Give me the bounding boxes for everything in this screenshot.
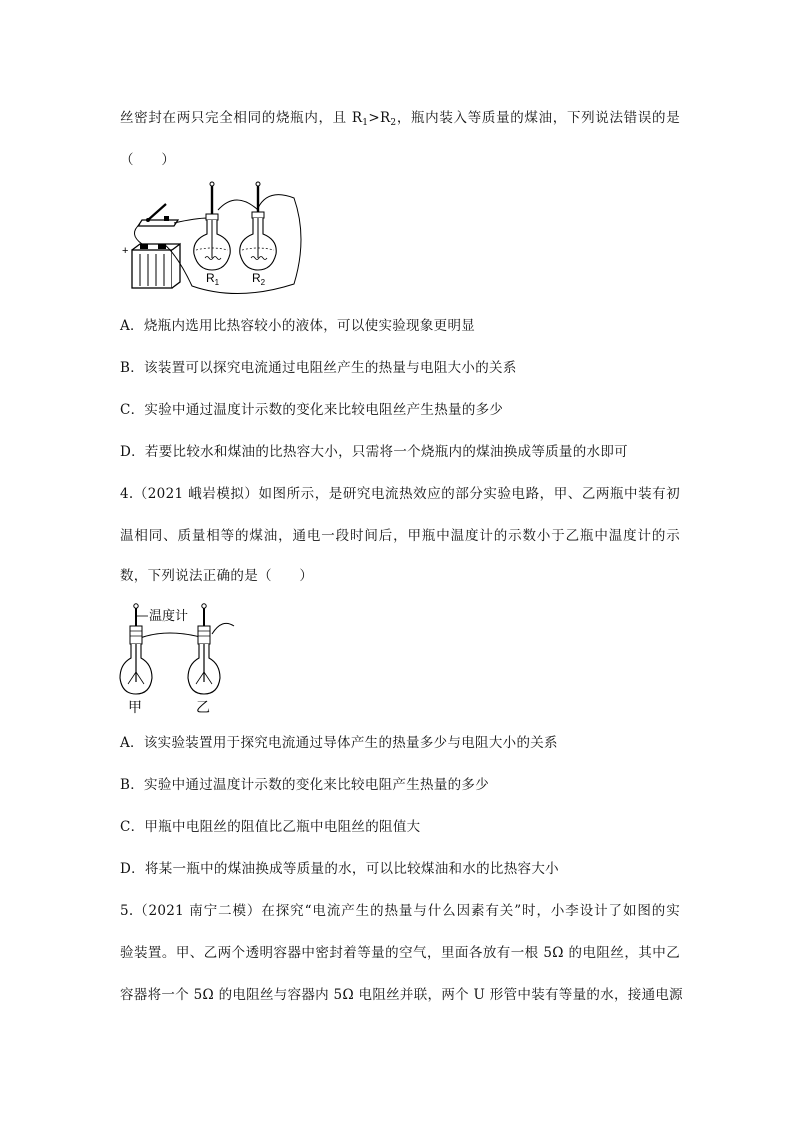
q4-stem-line-3: 数，下列说法正确的是（ ） (120, 568, 314, 584)
q4-option-a: A．该实验装置用于探究电流通过导体产生的热量多少与电阻大小的关系 (120, 735, 558, 751)
q3-stem-line-1: 丝密封在两只完全相同的烧瓶内，且 $R_1>R_2$，瓶内装入等质量的煤油，下列说法错误的是 (120, 110, 681, 128)
q4-stem-line-2: 温相同、质量相等的煤油，通电一段时间后，甲瓶中温度计的示数小于乙瓶中温度计的示 (120, 528, 680, 544)
switch-icon (138, 204, 178, 226)
label-jia: 甲 (128, 699, 142, 715)
label-r1: $R_1$ (206, 271, 220, 287)
q3-option-b: B．该装置可以探究电流通过电阻丝产生的热量与电阻大小的关系 (120, 360, 517, 376)
q4-option-c: C．甲瓶中电阻丝的阻值比乙瓶中电阻丝的阻值大 (120, 819, 421, 835)
label-r2: $R_2$ (252, 271, 266, 287)
q4-flask-figure (118, 598, 248, 718)
q3-option-d: D．若要比较水和煤油的比热容大小，只需将一个烧瓶内的煤油换成等质量的水即可 (120, 444, 628, 460)
q3-circuit-figure (118, 178, 308, 298)
flask-yi (188, 604, 220, 694)
q5-stem-line-1: 5.（2021 南宁二模）在探究“电流产生的热量与什么因素有关”时，小李设计了如图的实 (120, 903, 680, 919)
thermometer-label: 温度计 (149, 608, 189, 623)
plus-sign: + (122, 245, 129, 257)
label-yi: 乙 (196, 699, 210, 715)
flask-r2 (240, 182, 276, 270)
q3-option-a: A．烧瓶内选用比热容较小的液体，可以使实验现象更明显 (120, 318, 476, 334)
flask-jia (120, 604, 152, 694)
q4-option-d: D．将某一瓶中的煤油换成等质量的水，可以比较煤油和水的比热容大小 (120, 861, 559, 877)
q5-stem-line-3: 容器将一个 5Ω 的电阻丝与容器内 5Ω 电阻丝并联，两个 U 形管中装有等量的水，接通电源 (120, 987, 683, 1003)
flask-r1 (194, 182, 230, 270)
q5-stem-line-2: 验装置。甲、乙两个透明容器中密封着等量的空气，里面各放有一根 5Ω 的电阻丝，其中乙 (120, 945, 680, 961)
q3-answer-paren: （ ） (120, 152, 176, 168)
q4-option-b: B．实验中通过温度计示数的变化来比较电阻产生热量的多少 (120, 777, 490, 793)
q4-stem-line-1: 4.（2021 峨岩模拟）如图所示，是研究电流热效应的部分实验电路，甲、乙两瓶中装有初 (120, 486, 680, 502)
battery-icon (132, 244, 180, 288)
q3-option-c: C．实验中通过温度计示数的变化来比较电阻丝产生热量的多少 (120, 402, 504, 418)
